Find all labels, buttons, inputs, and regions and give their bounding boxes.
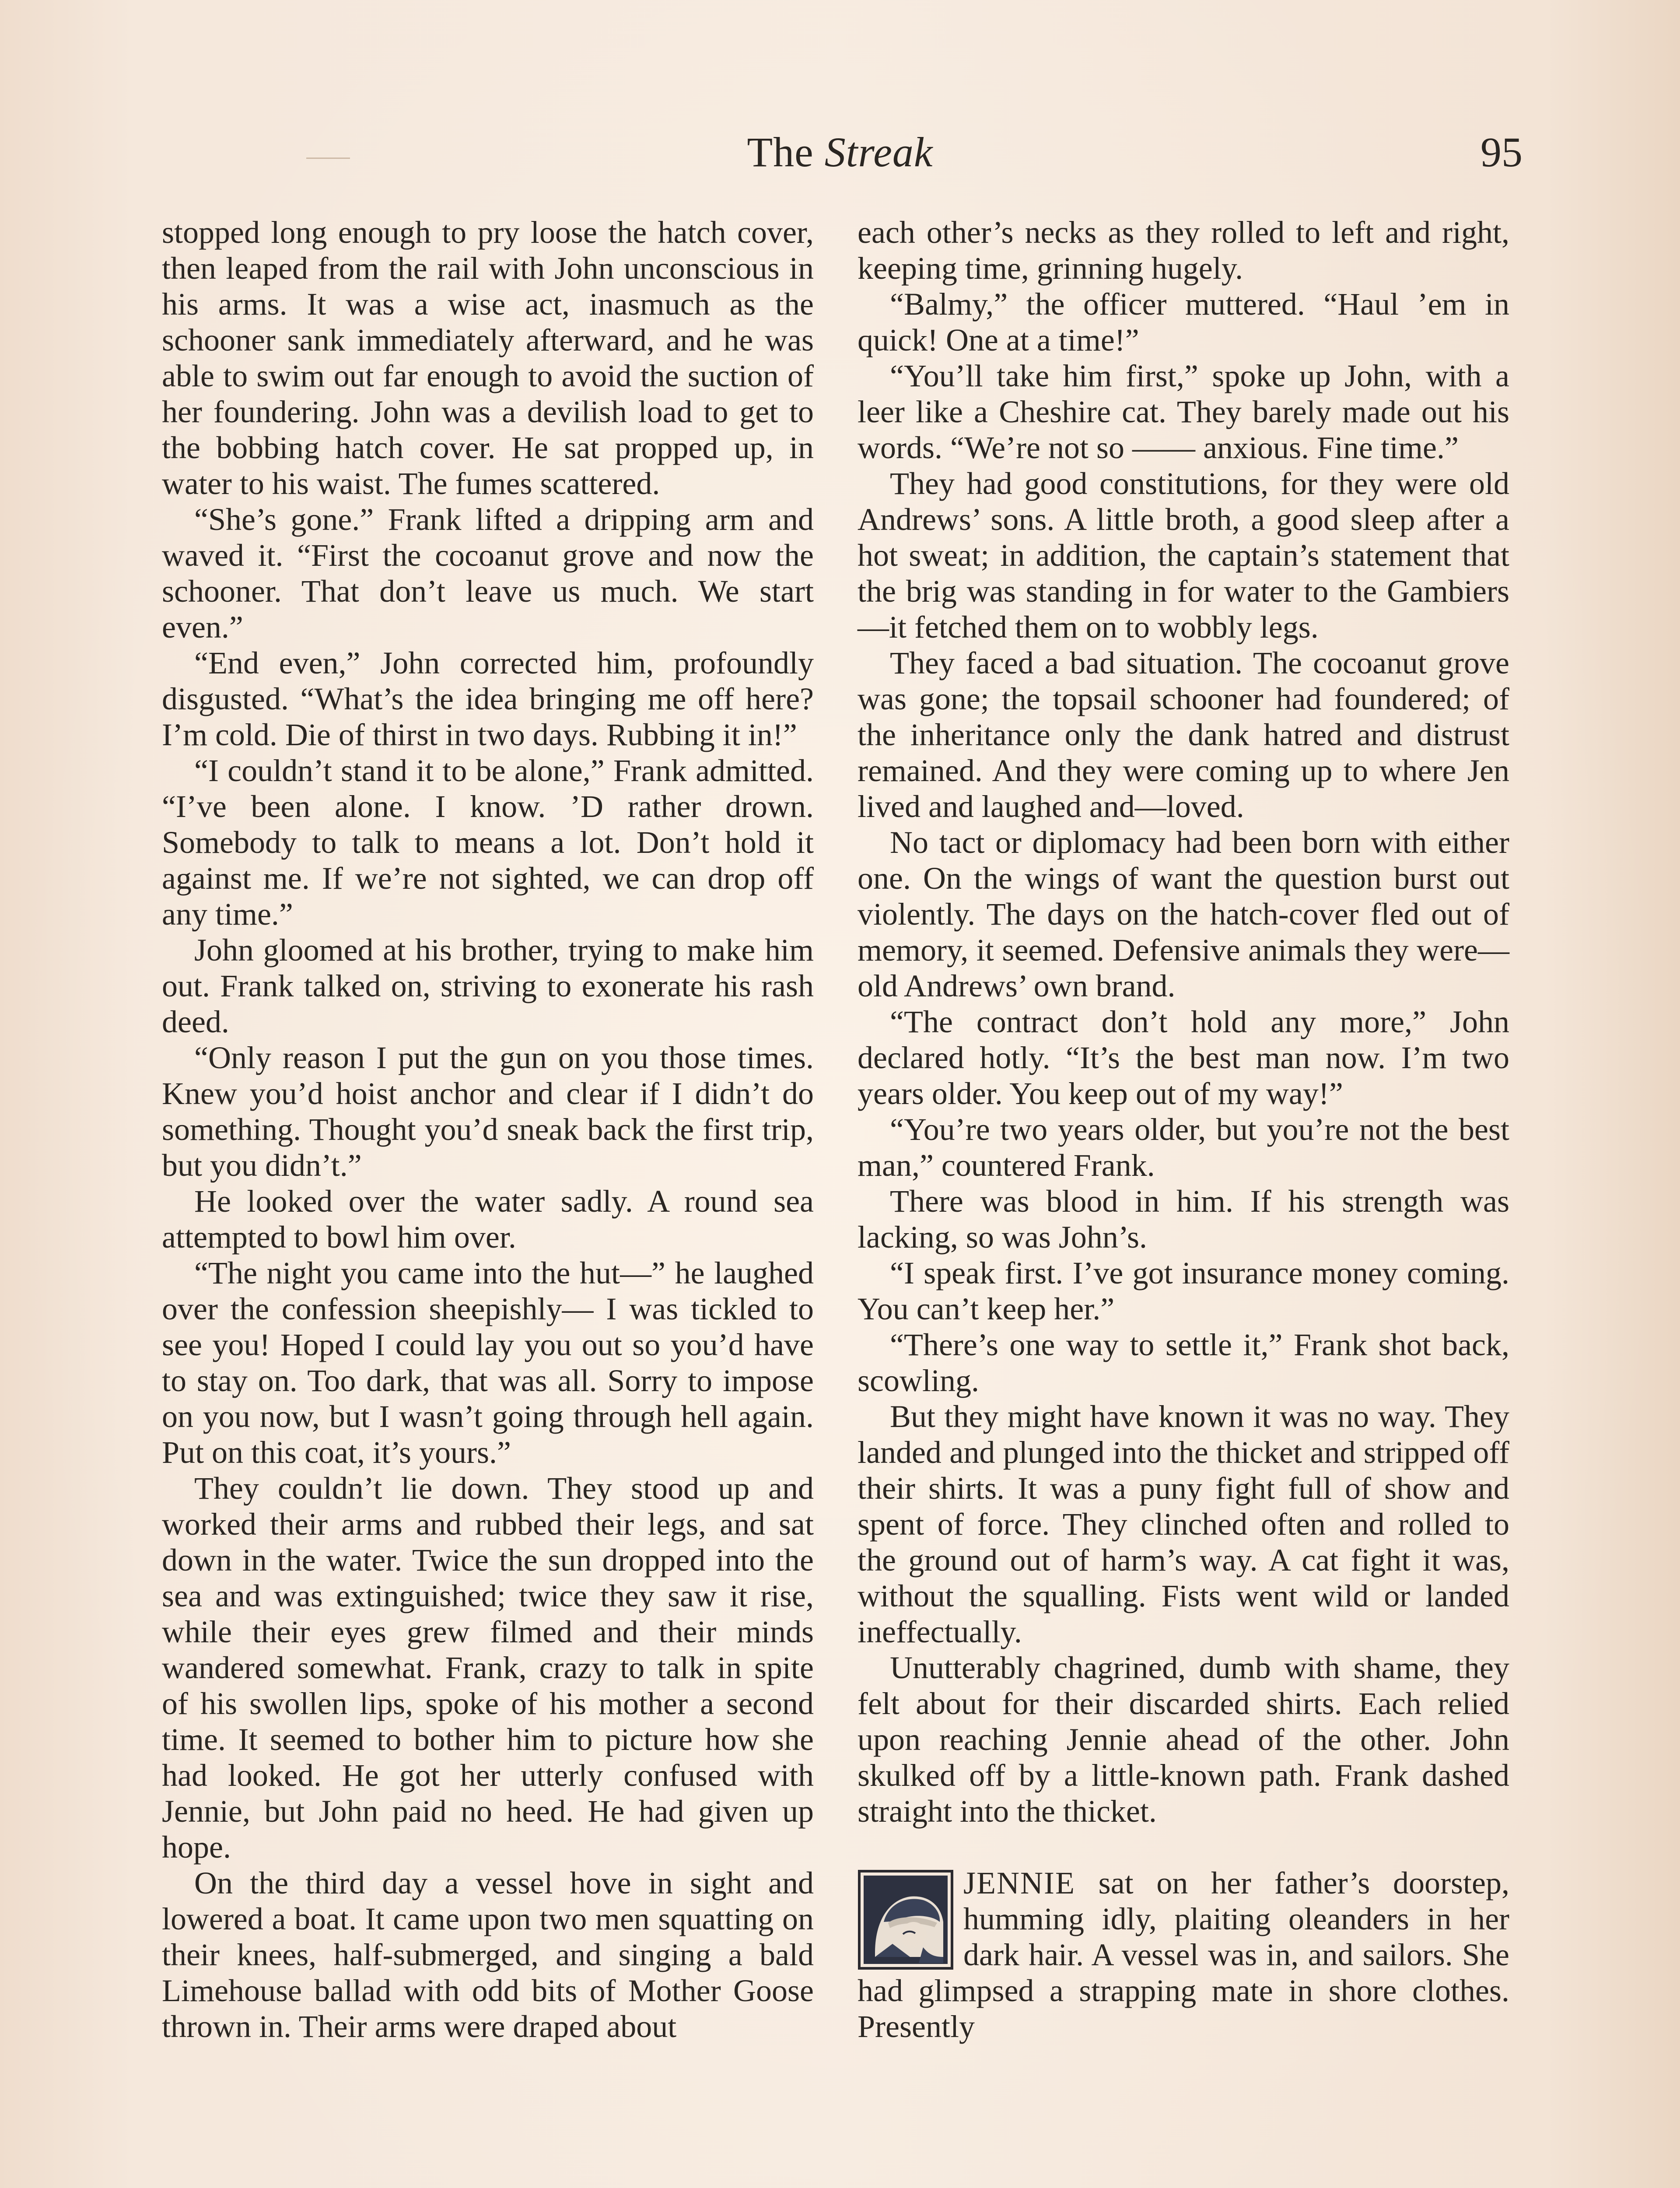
running-head-title: Streak: [824, 129, 933, 175]
paragraph: “The night you came into the hut—” he laughed over the confession sheepishly— I was tickled to see you! Hoped I could lay you out so you’d have to stay on. Too dark, that was all. Sorry to impose on you now, but I wasn’t going through hell again. Put on this coat, it’s yours.”: [162, 1255, 814, 1470]
header-rule: [306, 158, 350, 159]
paragraph: “The contract don’t hold any more,” John declared hotly. “It’s the best man now. I’m two years older. You keep out of my way!”: [858, 1004, 1509, 1111]
paragraph: But they might have known it was no way. They landed and plunged into the thicket and stripped off their shirts. It was a puny fight full of show and spent of force. They clinched often and rolled to the ground out of harm’s way. A cat fight it was, without the squalling. Fists went wild or landed ineffectually.: [858, 1399, 1509, 1649]
paragraph: “You’ll take him first,” spoke up John, with a leer like a Cheshire cat. They barely made out his words. “We’re not so —— anxious. Fine time.”: [858, 358, 1509, 465]
running-head-article: The: [747, 129, 814, 175]
paragraph: “You’re two years older, but you’re not the best man,” countered Frank.: [858, 1112, 1509, 1183]
running-head: [569, 128, 1111, 176]
paragraph: “I couldn’t stand it to be alone,” Frank admitted. “I’ve been alone. I know. ’D rather drown. Somebody to talk to means a lot. Don’t hold it against me. If we’re not sighted, we can drop off any time.”: [162, 753, 814, 932]
paragraph: “She’s gone.” Frank lifted a dripping arm and waved it. “First the cocoanut grove and now the schooner. That don’t leave us much. We start even.”: [162, 502, 814, 645]
paragraph: “I speak first. I’ve got insurance money coming. You can’t keep her.”: [858, 1255, 1509, 1326]
paragraph: They couldn’t lie down. They stood up and worked their arms and rubbed their legs, and sat down in the water. Twice the sun dropped into the sea and was extinguished; twice they saw it rise, while their eyes grew filmed and their minds wandered somewhat. Frank, crazy to talk in spite of his swollen lips, spoke of his mother a second time. It seemed to bother him to picture how she had looked. He got her utterly confused with Jennie, but John paid no heed. He had given up hope.: [162, 1471, 814, 1865]
paragraph: each other’s necks as they rolled to left and right, keeping time, grinning hugely.: [858, 215, 1509, 286]
paragraph: They faced a bad situation. The cocoanut grove was gone; the topsail schooner had foundered; of the inheritance only the dank hatred and distrust remained. And they were coming up to where Jen lived and laughed and—loved.: [858, 645, 1509, 824]
illustrated-initial-icon: [858, 1869, 954, 1970]
paragraph: “Only reason I put the gun on you those times. Knew you’d hoist anchor and clear if I didn’t do something. Thought you’d sneak back the first trip, but you didn’t.”: [162, 1040, 814, 1183]
section-opening-paragraph: [858, 1865, 1509, 2044]
left-column: [162, 214, 814, 2044]
paragraph: “There’s one way to settle it,” Frank shot back, scowling.: [858, 1327, 1509, 1398]
paragraph: “End even,” John corrected him, profoundly disgusted. “What’s the idea bringing me off here? I’m cold. Die of thirst in two days. Rubbing it in!”: [162, 645, 814, 752]
paragraph: stopped long enough to pry loose the hatch cover, then leaped from the rail with John unconscious in his arms. It was a wise act, inasmuch as the schooner sank immediately afterward, and he was able to swim out far enough to avoid the suction of her foundering. John was a devilish load to get to the bobbing hatch cover. He sat propped up, in water to his waist. The fumes scattered.: [162, 215, 814, 501]
paragraph: No tact or diplomacy had been born with either one. On the wings of want the question burst out violently. The days on the hatch-cover fled out of memory, it seemed. Defensive animals they were—old Andrews’ own brand.: [858, 825, 1509, 1003]
paragraph: They had good constitutions, for they were old Andrews’ sons. A little broth, a good sleep after a hot sweat; in addition, the captain’s statement that the brig was standing in for water to the Gambiers—it fetched them on to wobbly legs.: [858, 466, 1509, 645]
paragraph: Unutterably chagrined, dumb with shame, they felt about for their discarded shirts. Each relied upon reaching Jennie ahead of the other. John skulked off by a little-known path. Frank dashed straight into the thicket.: [858, 1650, 1509, 1829]
paragraph: He looked over the water sadly. A round sea attempted to bowl him over.: [162, 1184, 814, 1255]
paragraph: John gloomed at his brother, trying to make him out. Frank talked on, striving to exonerate his rash deed.: [162, 933, 814, 1039]
section-first-word: JENNIE: [963, 1865, 1075, 1900]
paragraph: On the third day a vessel hove in sight and lowered a boat. It came upon two men squatting on their knees, half-submerged, and singing a bald Limehouse ballad with odd bits of Mother Goose thrown in. Their arms were draped about: [162, 1865, 814, 2044]
right-column: [858, 214, 1509, 2044]
section-opening-text: sat on her father’s doorstep, humming idly, plaiting oleanders in her dark hair. A vessel was in, and sailors. She had glimpsed a strapping mate in shore clothes. Presently: [858, 1865, 1509, 2044]
paragraph: “Balmy,” the officer muttered. “Haul ’em in quick! One at a time!”: [858, 287, 1509, 358]
page-number: 95: [1480, 129, 1522, 175]
paragraph: There was blood in him. If his strength was lacking, so was John’s.: [858, 1184, 1509, 1255]
